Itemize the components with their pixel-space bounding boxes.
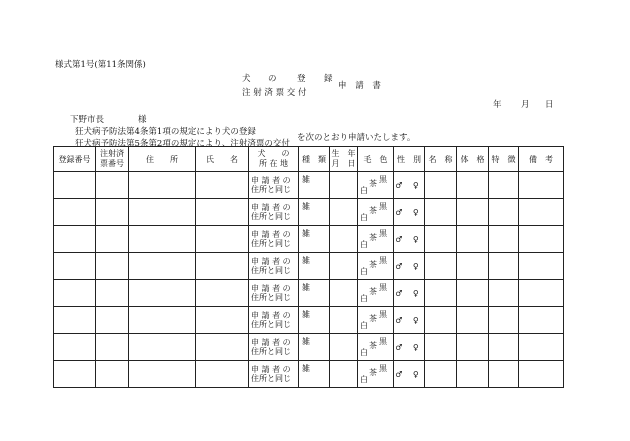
coat-cell[interactable] (358, 280, 394, 307)
remarks-cell[interactable] (519, 361, 564, 388)
coat-brown: 茶 (369, 368, 377, 377)
reg-no-cell[interactable] (54, 307, 96, 334)
dog-name-cell[interactable] (425, 280, 457, 307)
coat-black: 黒 (379, 256, 387, 265)
header-reg-no: 登録番号 (54, 147, 96, 172)
coat-cell[interactable] (358, 253, 394, 280)
name-cell[interactable] (196, 361, 249, 388)
tag-no-cell[interactable] (96, 199, 129, 226)
dog-location-cell[interactable]: 申 請 者 の 住所と同じ (249, 199, 299, 226)
title-char: 犬 (242, 74, 251, 84)
coat-brown: 茶 (369, 260, 377, 269)
sex-cell[interactable]: ♂ ♀ (394, 307, 425, 334)
header-features: 特 徴 (489, 147, 519, 172)
table-row (54, 199, 564, 226)
coat-white: 白 (360, 321, 368, 330)
coat-black: 黒 (379, 283, 387, 292)
physique-cell[interactable] (457, 253, 489, 280)
address-cell[interactable] (129, 172, 196, 199)
title-char: 録 (324, 74, 333, 84)
dog-location-cell[interactable]: 申 請 者 の 住所と同じ (249, 361, 299, 388)
physique-cell[interactable] (457, 361, 489, 388)
date-year: 年 (493, 100, 502, 110)
coat-white: 白 (360, 348, 368, 357)
tag-no-cell[interactable] (96, 280, 129, 307)
table-row (54, 334, 564, 361)
address-cell[interactable] (129, 361, 196, 388)
coat-black: 黒 (379, 175, 387, 184)
header-breed: 種 類 (299, 147, 330, 172)
features-cell[interactable] (489, 226, 519, 253)
dog-name-cell[interactable] (425, 334, 457, 361)
table-row (54, 280, 564, 307)
birthdate-cell[interactable] (330, 361, 358, 388)
coat-cell[interactable] (358, 199, 394, 226)
header-tag-no: 注射済 票番号 (96, 147, 129, 172)
features-cell[interactable] (489, 253, 519, 280)
reg-no-cell[interactable] (54, 199, 96, 226)
coat-black: 黒 (379, 202, 387, 211)
coat-brown: 茶 (369, 341, 377, 350)
declaration-line1: 狂犬病予防法第4条第1項の規定により犬の登録 (75, 127, 256, 137)
coat-white: 白 (360, 240, 368, 249)
tag-no-cell[interactable] (96, 172, 129, 199)
remarks-cell[interactable] (519, 334, 564, 361)
coat-black: 黒 (379, 337, 387, 346)
coat-white: 白 (360, 267, 368, 276)
coat-cell[interactable] (358, 172, 394, 199)
header-coat: 毛 色 (358, 147, 394, 172)
remarks-cell[interactable] (519, 280, 564, 307)
header-dog-name: 名 称 (425, 147, 457, 172)
birthdate-cell[interactable] (330, 172, 358, 199)
dog-name-cell[interactable] (425, 199, 457, 226)
name-cell[interactable] (196, 199, 249, 226)
coat-cell[interactable] (358, 334, 394, 361)
reg-no-cell[interactable] (54, 334, 96, 361)
coat-brown: 茶 (369, 287, 377, 296)
breed-cell[interactable]: 雑 (299, 361, 330, 388)
features-cell[interactable] (489, 280, 519, 307)
sex-cell[interactable]: ♂ ♀ (394, 253, 425, 280)
sex-cell[interactable]: ♂ ♀ (394, 361, 425, 388)
coat-white: 白 (360, 186, 368, 195)
dog-name-cell[interactable] (425, 253, 457, 280)
dog-location-cell[interactable]: 申 請 者 の 住所と同じ (249, 280, 299, 307)
address-cell[interactable] (129, 226, 196, 253)
tag-no-cell[interactable] (96, 361, 129, 388)
coat-brown: 茶 (369, 233, 377, 242)
birthdate-cell[interactable] (330, 199, 358, 226)
table-row (54, 361, 564, 388)
header-name: 氏 名 (196, 147, 249, 172)
birthdate-cell[interactable] (330, 226, 358, 253)
breed-cell[interactable]: 雑 (299, 307, 330, 334)
dog-location-cell[interactable]: 申 請 者 の 住所と同じ (249, 172, 299, 199)
reg-no-cell[interactable] (54, 172, 96, 199)
header-physique: 体 格 (457, 147, 489, 172)
header-row (54, 147, 564, 172)
dog-name-cell[interactable] (425, 361, 457, 388)
coat-brown: 茶 (369, 314, 377, 323)
remarks-cell[interactable] (519, 172, 564, 199)
coat-white: 白 (360, 294, 368, 303)
name-cell[interactable] (196, 226, 249, 253)
tag-no-cell[interactable] (96, 226, 129, 253)
dog-name-cell[interactable] (425, 172, 457, 199)
header-sex: 性 別 (394, 147, 425, 172)
honorific: 様 (138, 115, 147, 125)
sex-cell[interactable]: ♂ ♀ (394, 334, 425, 361)
sex-cell[interactable]: ♂ ♀ (394, 172, 425, 199)
header-address: 住 所 (129, 147, 196, 172)
coat-cell[interactable] (358, 307, 394, 334)
birthdate-cell[interactable] (330, 280, 358, 307)
physique-cell[interactable] (457, 280, 489, 307)
tag-no-cell[interactable] (96, 307, 129, 334)
physique-cell[interactable] (457, 334, 489, 361)
coat-black: 黒 (379, 364, 387, 373)
dog-name-cell[interactable] (425, 226, 457, 253)
form-id: 様式第1号(第11条関係) (55, 60, 146, 70)
address-cell[interactable] (129, 280, 196, 307)
title-char: 登 (297, 74, 306, 84)
address-cell[interactable] (129, 334, 196, 361)
coat-brown: 茶 (369, 179, 377, 188)
name-cell[interactable] (196, 334, 249, 361)
sex-cell[interactable]: ♂ ♀ (394, 226, 425, 253)
breed-cell[interactable]: 雑 (299, 253, 330, 280)
reg-no-cell[interactable] (54, 280, 96, 307)
coat-white: 白 (360, 375, 368, 384)
coat-white: 白 (360, 213, 368, 222)
address-cell[interactable] (129, 307, 196, 334)
title-line2: 注 射 済 票 交 付 (242, 88, 307, 98)
table-row (54, 307, 564, 334)
name-cell[interactable] (196, 307, 249, 334)
features-cell[interactable] (489, 334, 519, 361)
sex-cell[interactable]: ♂ ♀ (394, 280, 425, 307)
coat-cell[interactable] (358, 361, 394, 388)
coat-cell[interactable] (358, 226, 394, 253)
address-cell[interactable] (129, 199, 196, 226)
physique-cell[interactable] (457, 307, 489, 334)
sex-cell[interactable]: ♂ ♀ (394, 199, 425, 226)
table-row (54, 253, 564, 280)
tag-no-cell[interactable] (96, 253, 129, 280)
breed-cell[interactable]: 雑 (299, 199, 330, 226)
physique-cell[interactable] (457, 172, 489, 199)
declaration-line2: 狂犬病予防法第5条第2項の規定により、注射済票の交付 (75, 139, 290, 149)
title-char: の (268, 74, 277, 84)
dog-name-cell[interactable] (425, 307, 457, 334)
addressee: 下野市長 (70, 115, 105, 125)
header-dog-location: 犬 の 所 在 地 (249, 147, 299, 172)
header-birthdate: 生 年 月 日 (330, 147, 358, 172)
reg-no-cell[interactable] (54, 361, 96, 388)
coat-black: 黒 (379, 229, 387, 238)
reg-no-cell[interactable] (54, 226, 96, 253)
dog-location-cell[interactable]: 申 請 者 の 住所と同じ (249, 253, 299, 280)
breed-cell[interactable]: 雑 (299, 226, 330, 253)
registration-table (53, 146, 564, 388)
breed-cell[interactable]: 雑 (299, 172, 330, 199)
table-row (54, 172, 564, 199)
coat-brown: 茶 (369, 206, 377, 215)
features-cell[interactable] (489, 199, 519, 226)
title-suffix: 申 請 書 (338, 81, 384, 91)
remarks-cell[interactable] (519, 199, 564, 226)
name-cell[interactable] (196, 280, 249, 307)
remarks-cell[interactable] (519, 253, 564, 280)
remarks-cell[interactable] (519, 226, 564, 253)
date-day: 日 (545, 100, 554, 110)
dog-location-cell[interactable]: 申 請 者 の 住所と同じ (249, 226, 299, 253)
features-cell[interactable] (489, 361, 519, 388)
birthdate-cell[interactable] (330, 307, 358, 334)
features-cell[interactable] (489, 307, 519, 334)
breed-cell[interactable]: 雑 (299, 334, 330, 361)
header-remarks: 備 考 (519, 147, 564, 172)
address-cell[interactable] (129, 253, 196, 280)
physique-cell[interactable] (457, 199, 489, 226)
tag-no-cell[interactable] (96, 334, 129, 361)
coat-black: 黒 (379, 310, 387, 319)
physique-cell[interactable] (457, 226, 489, 253)
features-cell[interactable] (489, 172, 519, 199)
birthdate-cell[interactable] (330, 253, 358, 280)
breed-cell[interactable]: 雑 (299, 280, 330, 307)
dog-location-cell[interactable]: 申 請 者 の 住所と同じ (249, 334, 299, 361)
date-month: 月 (521, 100, 530, 110)
name-cell[interactable] (196, 172, 249, 199)
table-row (54, 226, 564, 253)
reg-no-cell[interactable] (54, 253, 96, 280)
remarks-cell[interactable] (519, 307, 564, 334)
dog-location-cell[interactable]: 申 請 者 の 住所と同じ (249, 307, 299, 334)
birthdate-cell[interactable] (330, 334, 358, 361)
declaration-tail: を次のとおり申請いたします。 (297, 133, 416, 143)
name-cell[interactable] (196, 253, 249, 280)
